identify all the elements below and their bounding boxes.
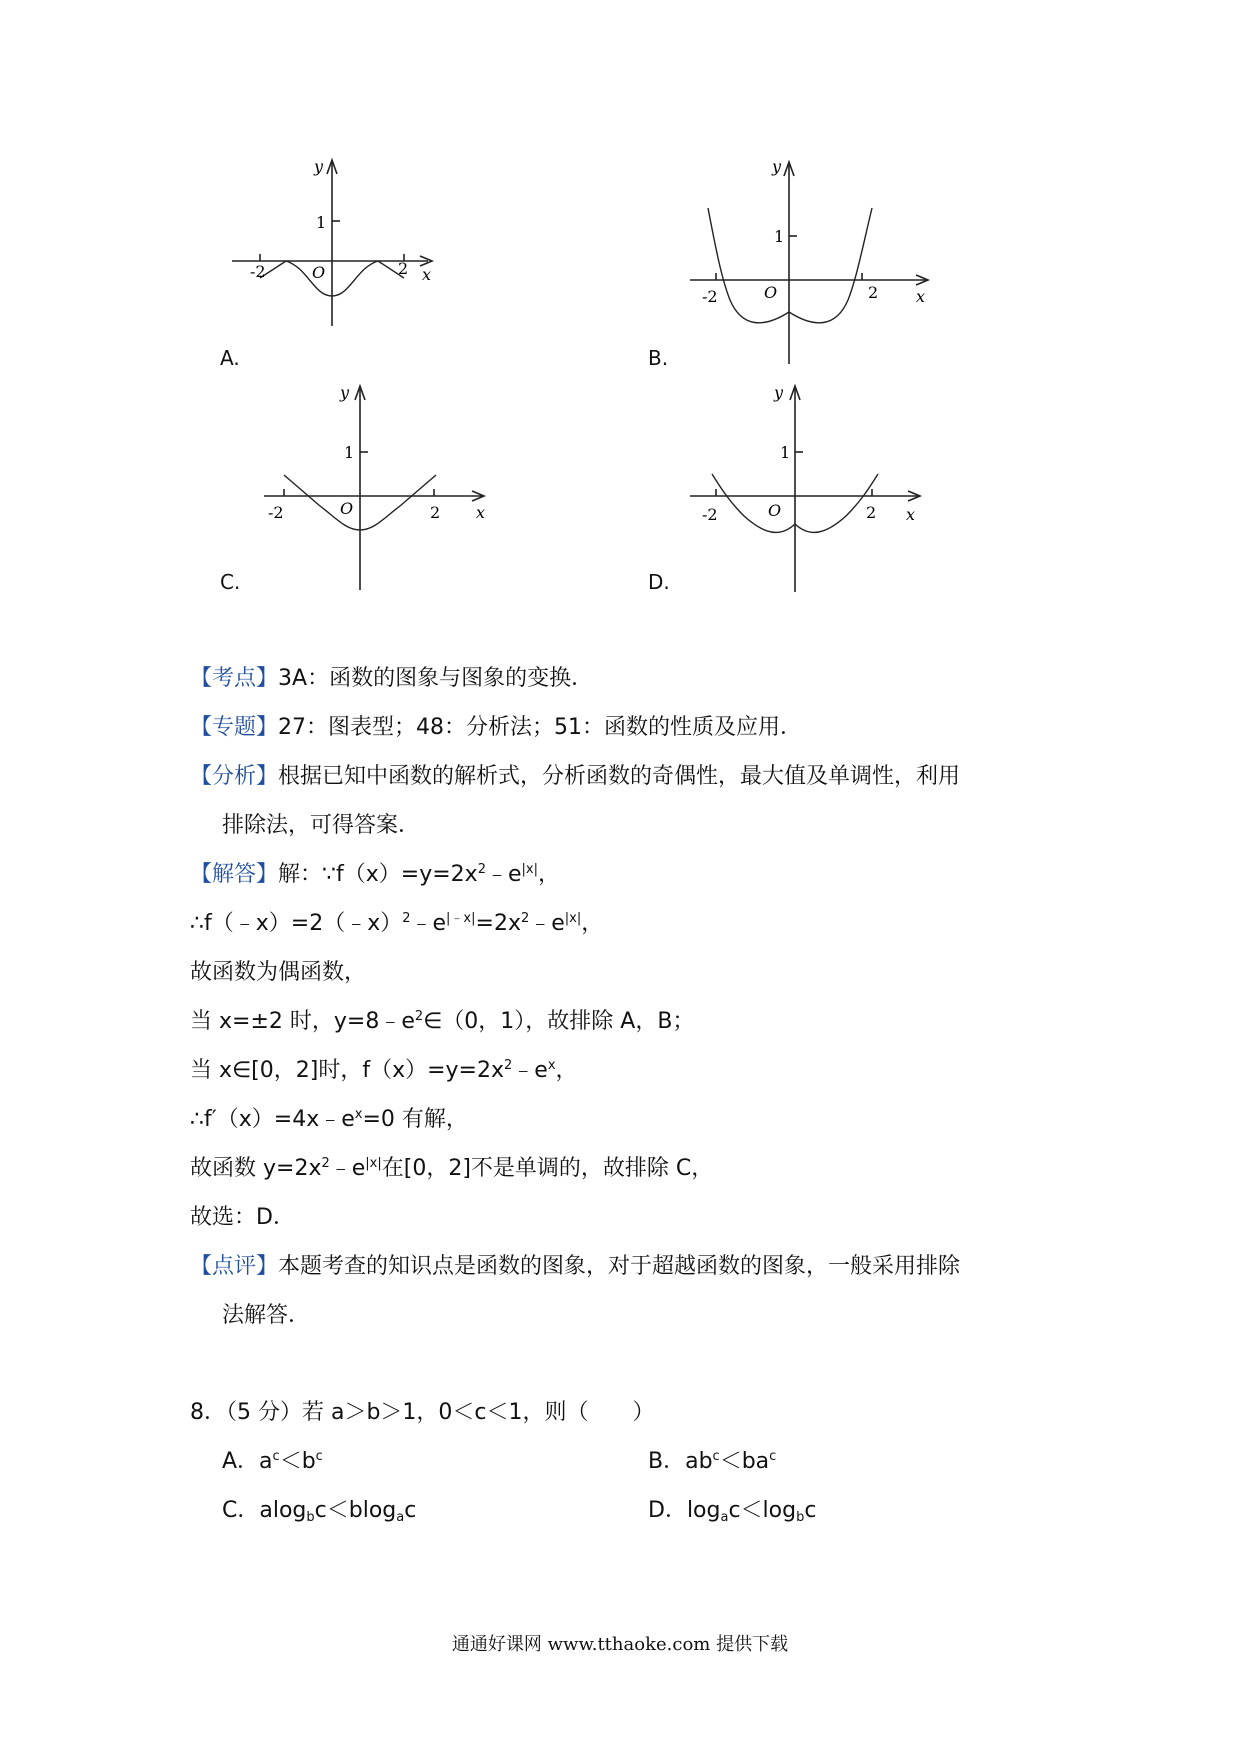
y-axis-label: y	[340, 383, 350, 402]
tick-pos-2: 2	[430, 503, 441, 522]
exponent: 2	[414, 1009, 424, 1024]
choice-text: c＜blog	[314, 1498, 397, 1523]
solution-text: 解：∵f（x）=y=2x	[278, 862, 478, 887]
choice-text: B．ab	[648, 1449, 713, 1474]
tick-pos-2: 2	[866, 503, 877, 522]
kaodian-tag: 【考点】	[190, 666, 279, 691]
subscript: b	[796, 1510, 805, 1525]
solution-text: 在[0，2]不是单调的，故排除 C，	[381, 1156, 714, 1181]
fenxi-text: 根据已知中函数的解析式，分析函数的奇偶性，最大值及单调性，利用	[278, 764, 961, 789]
solution-line-7	[190, 1154, 713, 1184]
tick-neg-2: -2	[702, 287, 718, 306]
exponent: |x|	[521, 862, 538, 877]
solution-line-8: 故选：D．	[190, 1205, 295, 1230]
fenxi-line	[190, 762, 960, 792]
tick-neg-2: -2	[702, 505, 718, 524]
option-d-label: D.	[648, 570, 670, 594]
solution-text: ∈（0，1），故排除 A，B；	[423, 1009, 695, 1034]
jieda-tag: 【解答】	[190, 862, 279, 887]
fenxi-line-2: 排除法，可得答案．	[222, 813, 421, 838]
fenxi-tag: 【分析】	[190, 764, 279, 789]
origin-label: O	[312, 263, 326, 282]
solution-text: 故函数 y=2x	[190, 1156, 322, 1181]
choice-text: ＜b	[279, 1449, 316, 1474]
exponent: c	[769, 1449, 777, 1464]
solution-text: ﹣e	[529, 911, 565, 936]
kaodian-line	[190, 664, 593, 694]
graph-option-c	[240, 378, 500, 598]
solution-text: =0 有解，	[362, 1107, 468, 1132]
question-8-stem: 8．（5 分）若 a＞b＞1，0＜c＜1，则（ ）	[190, 1400, 655, 1425]
choice-text: D．log	[648, 1498, 721, 1523]
graph-option-b	[680, 150, 940, 370]
solution-text: 当 x∈[0，2]时，f（x）=y=2x	[190, 1058, 505, 1083]
page-footer: 通通好课网 www.tthaoke.com 提供下载	[451, 1634, 789, 1655]
solution-text: ，	[581, 911, 604, 936]
dianping-text: 本题考查的知识点是函数的图象，对于超越函数的图象，一般采用排除	[278, 1254, 961, 1279]
choice-text: c	[804, 1498, 817, 1523]
x-axis-label: x	[476, 503, 486, 522]
subscript: b	[306, 1510, 315, 1525]
exponent: 2	[477, 862, 486, 877]
zhuanti-tag: 【专题】	[190, 715, 279, 740]
dianping-line-2: 法解答．	[222, 1303, 311, 1328]
subscript: a	[396, 1510, 405, 1525]
solution-text: =2x	[475, 911, 521, 936]
tick-y-1: 1	[344, 443, 355, 462]
x-axis-label: x	[916, 287, 926, 306]
choice-d	[648, 1496, 816, 1526]
solution-text: ﹣e	[329, 1156, 366, 1181]
origin-label: O	[768, 501, 782, 520]
solution-line-5	[190, 1056, 578, 1086]
choice-c	[222, 1496, 416, 1526]
tick-y-1: 1	[774, 227, 785, 246]
choice-b	[648, 1447, 776, 1477]
solution-text: ﹣e	[485, 862, 522, 887]
option-c-label: C.	[220, 570, 241, 594]
exponent: 2	[402, 911, 411, 926]
exponent: x	[547, 1058, 556, 1073]
choice-text: A．a	[222, 1449, 273, 1474]
zhuanti-line	[190, 713, 802, 743]
solution-line-3: 故函数为偶函数，	[190, 960, 367, 985]
zhuanti-text: 27：图表型；48：分析法；51：函数的性质及应用．	[278, 715, 802, 740]
kaodian-text: 3A：函数的图象与图象的变换．	[278, 666, 594, 691]
tick-y-1: 1	[780, 443, 791, 462]
tick-pos-2: 2	[868, 283, 879, 302]
y-axis-label: y	[772, 157, 782, 176]
jieda-line	[190, 860, 560, 890]
choice-text: ＜ba	[719, 1449, 770, 1474]
tick-neg-2: -2	[250, 262, 266, 281]
exponent: 2	[321, 1156, 330, 1171]
exponent: 2	[504, 1058, 513, 1073]
solution-text: ，	[537, 862, 560, 887]
choice-a	[222, 1447, 323, 1477]
origin-label: O	[340, 499, 354, 518]
tick-pos-2: 2	[398, 259, 409, 278]
exponent: c	[712, 1449, 720, 1464]
y-axis-label: y	[314, 157, 324, 176]
exponent: c	[272, 1449, 280, 1464]
dianping-tag: 【点评】	[190, 1254, 279, 1279]
option-b-label: B.	[648, 346, 669, 370]
graph-option-a	[220, 150, 460, 340]
x-axis-label: x	[422, 265, 432, 284]
graph-option-d	[680, 378, 940, 598]
choice-text: C．alog	[222, 1498, 307, 1523]
solution-text: ∴f′（x）=4x﹣e	[190, 1107, 355, 1132]
choice-text: c	[404, 1498, 417, 1523]
option-a-label: A.	[220, 346, 240, 370]
subscript: a	[720, 1510, 729, 1525]
exponent: |x|	[564, 911, 582, 926]
choice-text: c＜log	[728, 1498, 797, 1523]
solution-text: ∴f（﹣x）=2（﹣x）	[190, 911, 403, 936]
solution-line-6	[190, 1105, 468, 1135]
y-axis-label: y	[774, 383, 784, 402]
solution-line-4	[190, 1007, 694, 1037]
solution-text: 当 x=±2 时，y=8﹣e	[190, 1009, 415, 1034]
solution-text: ，	[555, 1058, 578, 1083]
exponent: c	[315, 1449, 323, 1464]
exponent: 2	[520, 911, 530, 926]
solution-text: ﹣e	[512, 1058, 548, 1083]
exponent: |x|	[365, 1156, 382, 1171]
tick-y-1: 1	[316, 213, 327, 232]
tick-neg-2: -2	[268, 503, 284, 522]
solution-line-2	[190, 909, 603, 939]
exponent: |﹣x|	[446, 911, 476, 926]
solution-text: ﹣e	[410, 911, 447, 936]
origin-label: O	[764, 283, 778, 302]
exponent: x	[354, 1107, 363, 1122]
x-axis-label: x	[906, 505, 916, 524]
dianping-line	[190, 1252, 960, 1282]
